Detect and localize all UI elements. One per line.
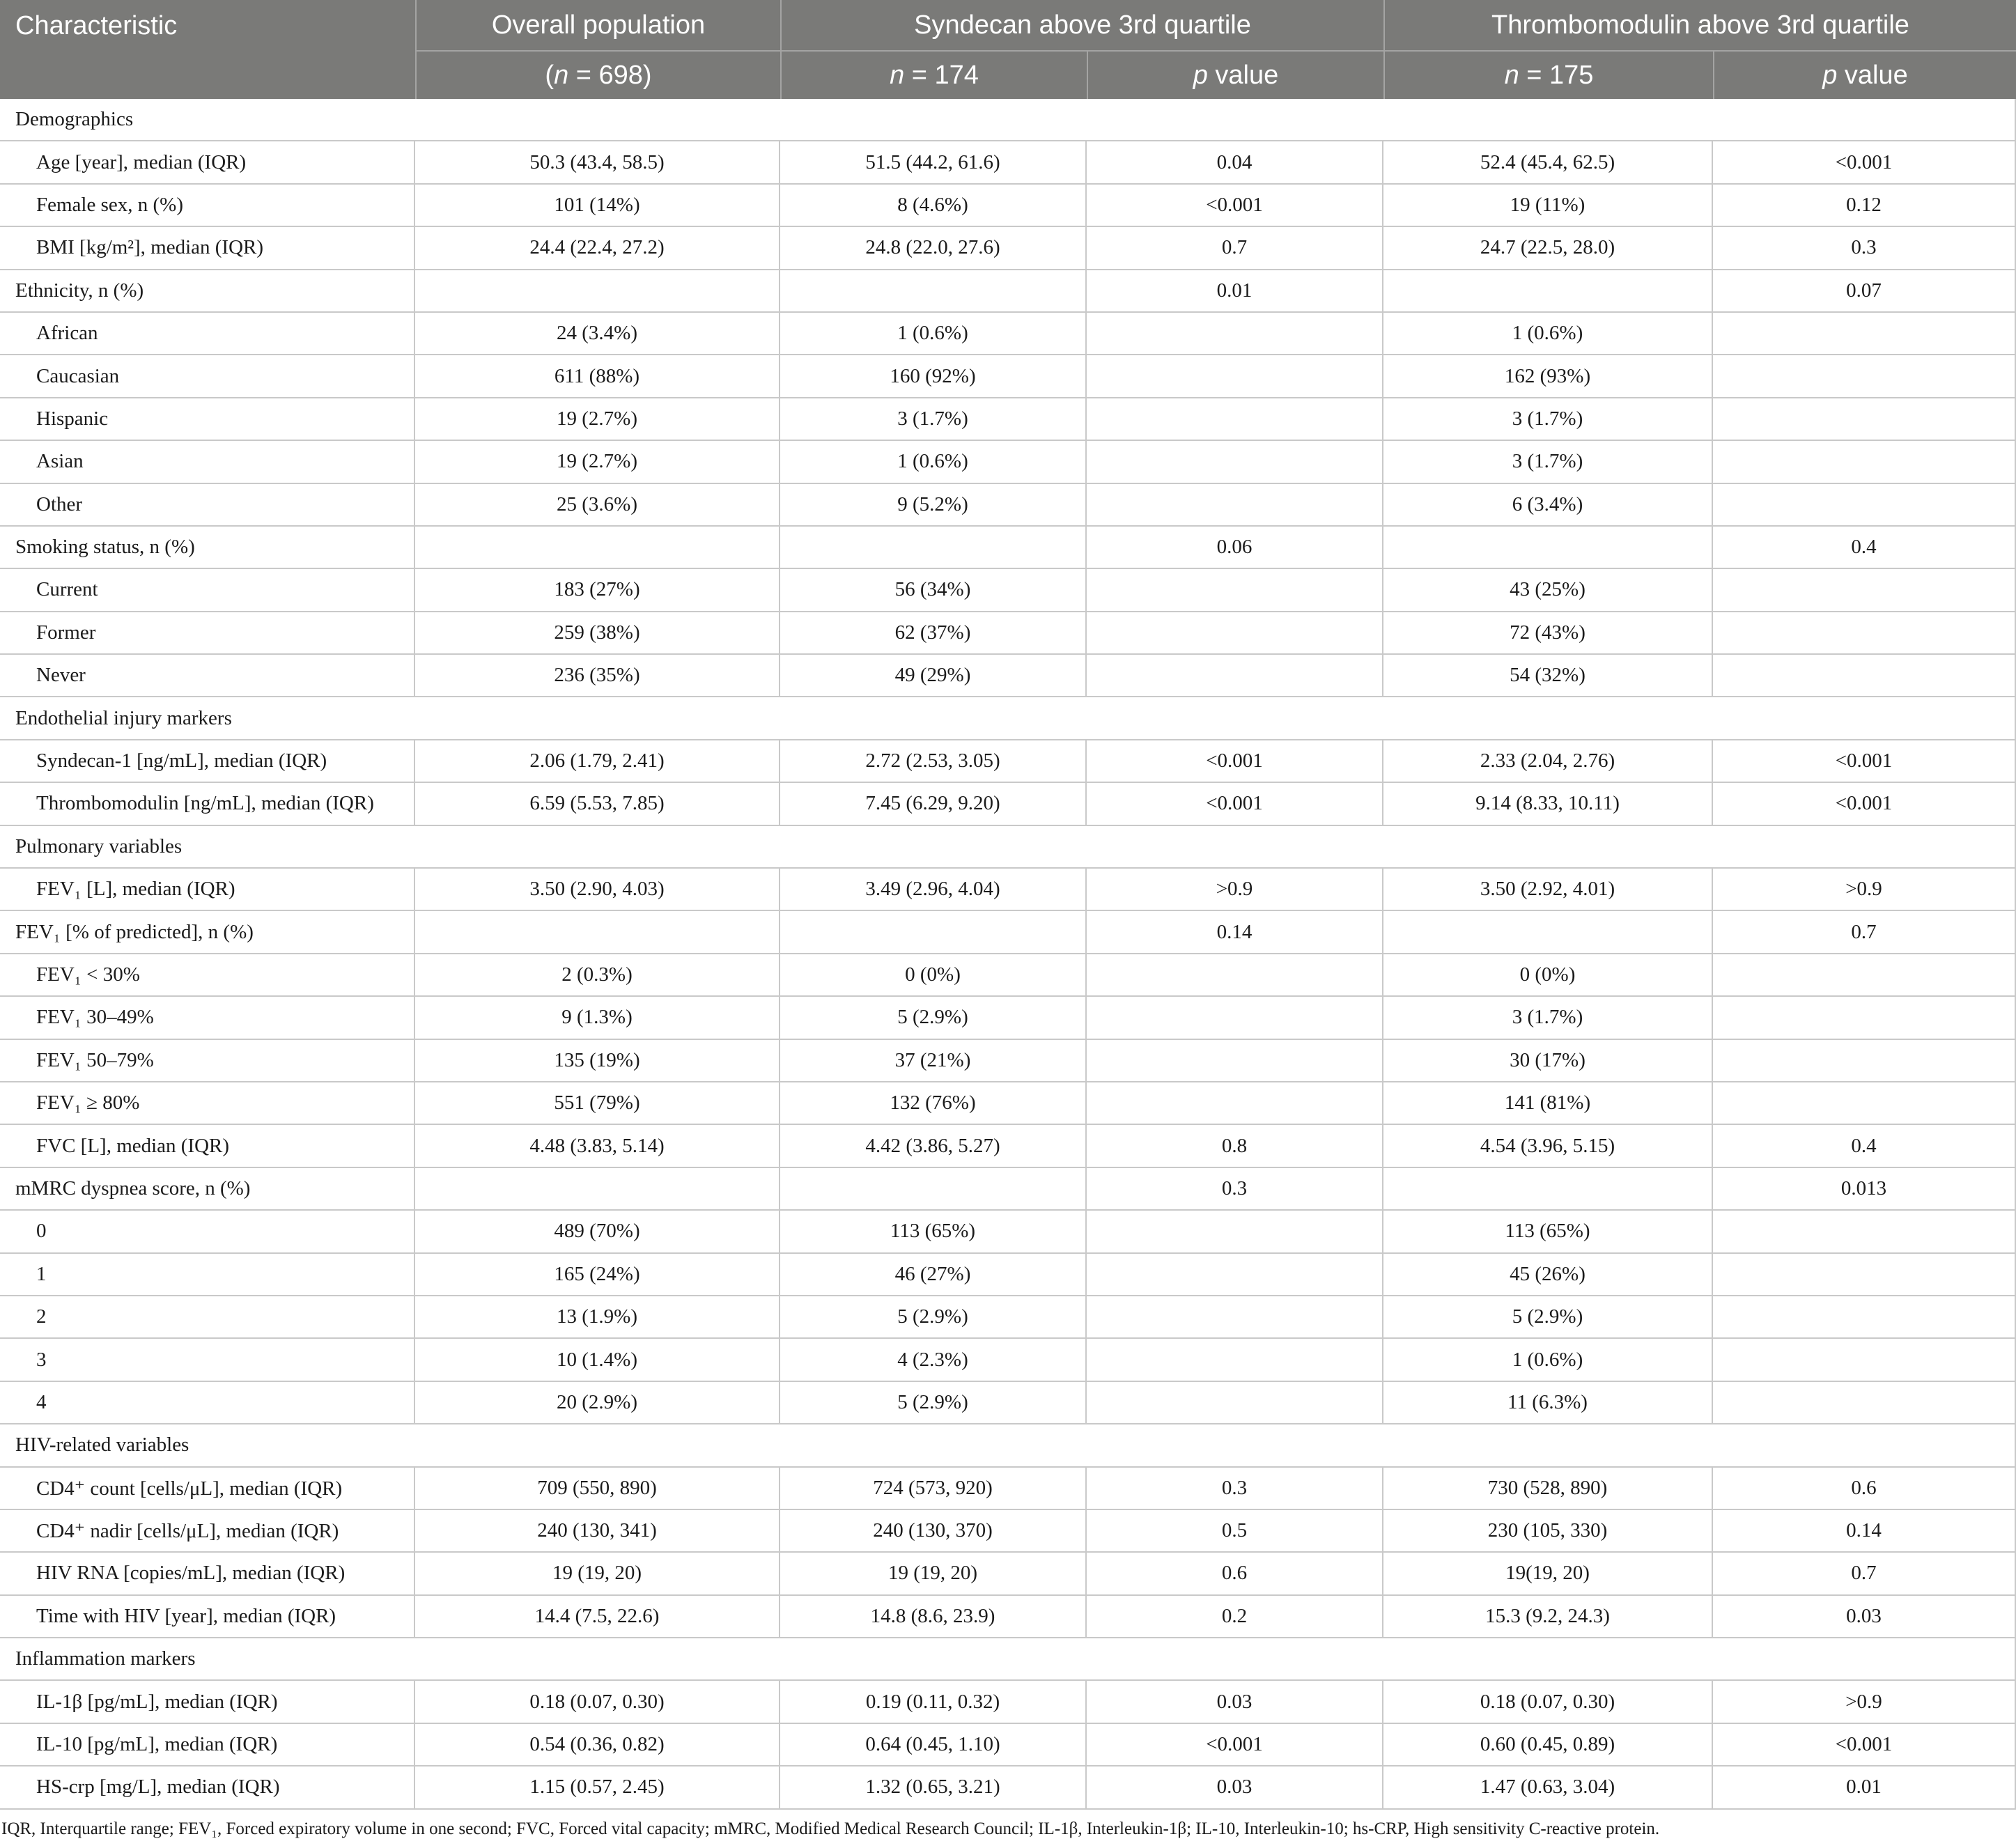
overall-cell: 101 (14%) (415, 185, 780, 226)
thrombomodulin-p-value-cell: 0.07 (1713, 270, 2016, 311)
thrombomodulin-p-value-cell (1713, 441, 2016, 482)
table-row (0, 1254, 2016, 1296)
thrombomodulin-value-cell: 15.3 (9.2, 24.3) (1383, 1596, 1713, 1637)
syndecan-value-cell: 51.5 (44.2, 61.6) (780, 141, 1087, 183)
table-row (0, 398, 2016, 441)
syndecan-p-value-cell (1087, 398, 1383, 440)
header-thrombomodulin-n (1383, 52, 1713, 99)
table-row (0, 1468, 2016, 1510)
section-row (0, 99, 2016, 141)
overall-cell: 14.4 (7.5, 22.6) (415, 1596, 780, 1637)
row-label: HS-crp [mg/L], median (IQR) (0, 1767, 415, 1808)
header-syndecan-n-symbol: n (890, 60, 905, 90)
table-row (0, 1296, 2016, 1339)
table-row (0, 869, 2016, 911)
thrombomodulin-value-cell: 3 (1.7%) (1383, 398, 1713, 440)
syndecan-value-cell: 19 (19, 20) (780, 1553, 1087, 1594)
syndecan-value-cell: 9 (5.2%) (780, 484, 1087, 525)
table-row (0, 355, 2016, 398)
syndecan-p-value-cell: 0.3 (1087, 1468, 1383, 1509)
header-overall-n-value: = 698) (568, 60, 652, 90)
syndecan-value-cell (780, 527, 1087, 568)
overall-cell: 240 (130, 341) (415, 1510, 780, 1551)
syndecan-p-value-cell: 0.7 (1087, 227, 1383, 268)
overall-cell: 19 (2.7%) (415, 441, 780, 482)
syndecan-value-cell: 3.49 (2.96, 4.04) (780, 869, 1087, 910)
overall-cell: 13 (1.9%) (415, 1296, 780, 1337)
row-label: FVC [L], median (IQR) (0, 1125, 415, 1166)
thrombomodulin-value-cell: 4.54 (3.96, 5.15) (1383, 1125, 1713, 1166)
overall-cell (415, 270, 780, 311)
row-label: FEV₁ [L], median (IQR) (0, 869, 415, 910)
thrombomodulin-p-value-cell (1713, 1382, 2016, 1423)
header-thrombomodulin-n-symbol: n (1504, 60, 1519, 90)
syndecan-p-value-cell: 0.5 (1087, 1510, 1383, 1551)
table-row (0, 484, 2016, 527)
thrombomodulin-p-value-cell (1713, 954, 2016, 995)
thrombomodulin-value-cell: 3 (1.7%) (1383, 997, 1713, 1038)
header-row-groups (0, 0, 2016, 52)
thrombomodulin-p-value-cell: 0.4 (1713, 1125, 2016, 1166)
section-row (0, 1638, 2016, 1681)
thrombomodulin-value-cell (1383, 911, 1713, 952)
syndecan-value-cell: 132 (76%) (780, 1082, 1087, 1124)
thrombomodulin-value-cell: 113 (65%) (1383, 1211, 1713, 1252)
table-row (0, 1125, 2016, 1167)
thrombomodulin-value-cell: 1 (0.6%) (1383, 1339, 1713, 1380)
row-label: HIV RNA [copies/mL], median (IQR) (0, 1553, 415, 1594)
section-label: Pulmonary variables (0, 826, 2016, 867)
syndecan-value-cell: 4 (2.3%) (780, 1339, 1087, 1380)
row-label: Time with HIV [year], median (IQR) (0, 1596, 415, 1637)
header-thrombomodulin-p-symbol: p (1822, 60, 1838, 90)
overall-cell: 551 (79%) (415, 1082, 780, 1124)
thrombomodulin-value-cell: 141 (81%) (1383, 1082, 1713, 1124)
table-row (0, 655, 2016, 697)
row-label: Current (0, 569, 415, 610)
thrombomodulin-p-value-cell (1713, 355, 2016, 396)
syndecan-value-cell: 2.72 (2.53, 3.05) (780, 740, 1087, 782)
syndecan-p-value-cell (1087, 1254, 1383, 1295)
syndecan-value-cell: 0.64 (0.45, 1.10) (780, 1724, 1087, 1765)
syndecan-value-cell: 24.8 (22.0, 27.6) (780, 227, 1087, 268)
syndecan-value-cell: 62 (37%) (780, 612, 1087, 653)
overall-cell: 19 (19, 20) (415, 1553, 780, 1594)
syndecan-p-value-cell: <0.001 (1087, 185, 1383, 226)
header-overall-n-symbol: n (554, 60, 569, 90)
overall-cell: 24 (3.4%) (415, 313, 780, 354)
syndecan-value-cell: 1.32 (0.65, 3.21) (780, 1767, 1087, 1808)
thrombomodulin-p-value-cell (1713, 1082, 2016, 1124)
syndecan-p-value-cell (1087, 1211, 1383, 1252)
syndecan-p-value-cell: <0.001 (1087, 1724, 1383, 1765)
syndecan-p-value-cell (1087, 441, 1383, 482)
syndecan-value-cell: 5 (2.9%) (780, 997, 1087, 1038)
row-label: Smoking status, n (%) (0, 527, 415, 568)
thrombomodulin-value-cell: 9.14 (8.33, 10.11) (1383, 783, 1713, 824)
section-label: Inflammation markers (0, 1638, 2016, 1679)
thrombomodulin-p-value-cell (1713, 997, 2016, 1038)
overall-cell: 489 (70%) (415, 1211, 780, 1252)
syndecan-p-value-cell: <0.001 (1087, 740, 1383, 782)
syndecan-p-value-cell (1087, 484, 1383, 525)
overall-cell: 3.50 (2.90, 4.03) (415, 869, 780, 910)
thrombomodulin-p-value-cell: 0.3 (1713, 227, 2016, 268)
table-row (0, 1724, 2016, 1767)
thrombomodulin-p-value-cell: 0.7 (1713, 1553, 2016, 1594)
header-thrombomodulin-n-value: = 175 (1519, 60, 1594, 90)
thrombomodulin-p-value-cell: 0.01 (1713, 1767, 2016, 1808)
header-syndecan-p-symbol: p (1193, 60, 1208, 90)
table-row (0, 1382, 2016, 1424)
syndecan-value-cell (780, 270, 1087, 311)
overall-cell: 259 (38%) (415, 612, 780, 653)
syndecan-value-cell: 7.45 (6.29, 9.20) (780, 783, 1087, 824)
table-row (0, 1510, 2016, 1553)
table-row (0, 141, 2016, 184)
table-row (0, 1339, 2016, 1381)
thrombomodulin-p-value-cell (1713, 1040, 2016, 1081)
table-row (0, 612, 2016, 655)
thrombomodulin-p-value-cell (1713, 569, 2016, 610)
row-label: Caucasian (0, 355, 415, 396)
thrombomodulin-p-value-cell: <0.001 (1713, 740, 2016, 782)
header-syndecan-p-value (1087, 52, 1383, 99)
header-syndecan-p-text: value (1207, 60, 1279, 90)
thrombomodulin-value-cell: 1 (0.6%) (1383, 313, 1713, 354)
table-row (0, 1040, 2016, 1082)
overall-cell: 20 (2.9%) (415, 1382, 780, 1423)
thrombomodulin-value-cell: 19(19, 20) (1383, 1553, 1713, 1594)
table-row (0, 227, 2016, 270)
syndecan-p-value-cell: 0.06 (1087, 527, 1383, 568)
syndecan-value-cell: 0 (0%) (780, 954, 1087, 995)
header-syndecan-group: Syndecan above 3rd quartile (780, 0, 1383, 52)
table-row (0, 185, 2016, 227)
thrombomodulin-value-cell: 52.4 (45.4, 62.5) (1383, 141, 1713, 183)
row-label: FEV₁ [% of predicted], n (%) (0, 911, 415, 952)
table-row (0, 911, 2016, 954)
syndecan-value-cell: 5 (2.9%) (780, 1296, 1087, 1337)
header-characteristic: Characteristic (15, 10, 178, 40)
thrombomodulin-value-cell: 43 (25%) (1383, 569, 1713, 610)
syndecan-p-value-cell: 0.3 (1087, 1168, 1383, 1209)
row-label: Hispanic (0, 398, 415, 440)
syndecan-p-value-cell: 0.2 (1087, 1596, 1383, 1637)
syndecan-value-cell (780, 1168, 1087, 1209)
row-label: BMI [kg/m²], median (IQR) (0, 227, 415, 268)
row-label: FEV₁ < 30% (0, 954, 415, 995)
header-row-counts (0, 52, 2016, 99)
overall-cell: 4.48 (3.83, 5.14) (415, 1125, 780, 1166)
overall-cell (415, 1168, 780, 1209)
syndecan-value-cell: 8 (4.6%) (780, 185, 1087, 226)
row-label: 2 (0, 1296, 415, 1337)
syndecan-p-value-cell: 0.14 (1087, 911, 1383, 952)
table-row (0, 997, 2016, 1039)
thrombomodulin-value-cell (1383, 270, 1713, 311)
table-row (0, 1596, 2016, 1638)
table-row (0, 783, 2016, 825)
section-label: Endothelial injury markers (0, 697, 2016, 738)
overall-cell: 183 (27%) (415, 569, 780, 610)
overall-cell: 10 (1.4%) (415, 1339, 780, 1380)
header-overall-n (415, 52, 780, 99)
syndecan-p-value-cell (1087, 655, 1383, 696)
thrombomodulin-p-value-cell (1713, 1254, 2016, 1295)
syndecan-p-value-cell (1087, 954, 1383, 995)
syndecan-value-cell: 49 (29%) (780, 655, 1087, 696)
thrombomodulin-value-cell: 162 (93%) (1383, 355, 1713, 396)
table-body (0, 99, 2016, 1810)
syndecan-value-cell: 113 (65%) (780, 1211, 1087, 1252)
syndecan-p-value-cell: 0.03 (1087, 1681, 1383, 1722)
thrombomodulin-p-value-cell: 0.013 (1713, 1168, 2016, 1209)
syndecan-p-value-cell (1087, 1082, 1383, 1124)
syndecan-p-value-cell (1087, 1339, 1383, 1380)
syndecan-p-value-cell: 0.6 (1087, 1553, 1383, 1594)
header-overall-n-open: ( (545, 60, 555, 90)
thrombomodulin-value-cell (1383, 527, 1713, 568)
table-row (0, 527, 2016, 569)
syndecan-p-value-cell (1087, 1296, 1383, 1337)
syndecan-value-cell: 1 (0.6%) (780, 441, 1087, 482)
thrombomodulin-p-value-cell (1713, 1296, 2016, 1337)
section-label: HIV-related variables (0, 1424, 2016, 1466)
row-label: Age [year], median (IQR) (0, 141, 415, 183)
syndecan-value-cell: 14.8 (8.6, 23.9) (780, 1596, 1087, 1637)
overall-cell: 709 (550, 890) (415, 1468, 780, 1509)
header-thrombomodulin-p-text: value (1837, 60, 1908, 90)
thrombomodulin-value-cell: 11 (6.3%) (1383, 1382, 1713, 1423)
syndecan-p-value-cell (1087, 1040, 1383, 1081)
syndecan-p-value-cell (1087, 569, 1383, 610)
table-row (0, 1082, 2016, 1125)
syndecan-value-cell (780, 911, 1087, 952)
row-label: Syndecan-1 [ng/mL], median (IQR) (0, 740, 415, 782)
header-syndecan-n-value: = 174 (904, 60, 979, 90)
thrombomodulin-value-cell: 19 (11%) (1383, 185, 1713, 226)
thrombomodulin-p-value-cell: <0.001 (1713, 783, 2016, 824)
table-row (0, 569, 2016, 612)
syndecan-value-cell: 1 (0.6%) (780, 313, 1087, 354)
thrombomodulin-value-cell: 2.33 (2.04, 2.76) (1383, 740, 1713, 782)
thrombomodulin-value-cell: 1.47 (0.63, 3.04) (1383, 1767, 1713, 1808)
syndecan-p-value-cell: 0.03 (1087, 1767, 1383, 1808)
row-label: FEV₁ ≥ 80% (0, 1082, 415, 1124)
row-label: Thrombomodulin [ng/mL], median (IQR) (0, 783, 415, 824)
thrombomodulin-value-cell: 45 (26%) (1383, 1254, 1713, 1295)
table-row (0, 1681, 2016, 1723)
syndecan-value-cell: 160 (92%) (780, 355, 1087, 396)
row-label: Other (0, 484, 415, 525)
row-label: Ethnicity, n (%) (0, 270, 415, 311)
syndecan-p-value-cell (1087, 1382, 1383, 1423)
syndecan-value-cell: 46 (27%) (780, 1254, 1087, 1295)
thrombomodulin-p-value-cell (1713, 1211, 2016, 1252)
syndecan-p-value-cell (1087, 355, 1383, 396)
syndecan-value-cell: 4.42 (3.86, 5.27) (780, 1125, 1087, 1166)
syndecan-value-cell: 5 (2.9%) (780, 1382, 1087, 1423)
row-label: 4 (0, 1382, 415, 1423)
syndecan-p-value-cell: 0.04 (1087, 141, 1383, 183)
table-row (0, 1168, 2016, 1211)
overall-cell: 6.59 (5.53, 7.85) (415, 783, 780, 824)
thrombomodulin-value-cell (1383, 1168, 1713, 1209)
row-label: IL-10 [pg/mL], median (IQR) (0, 1724, 415, 1765)
syndecan-p-value-cell (1087, 313, 1383, 354)
header-empty-cell (0, 52, 415, 99)
overall-cell: 2 (0.3%) (415, 954, 780, 995)
table-footnote: IQR, Interquartile range; FEV₁, Forced expiratory volume in one second; FVC, Forced vital capacity; mMRC, Modified Medical Research Council; IL-1β, Interleukin-1β; IL-10, Interleukin-10; hs-CRP, High sensitivity C-reactive protein. (1, 1819, 1660, 1838)
header-thrombomodulin-group: Thrombomodulin above 3rd quartile (1383, 0, 2016, 52)
row-label: 0 (0, 1211, 415, 1252)
table-row (0, 1211, 2016, 1253)
table-row (0, 313, 2016, 355)
thrombomodulin-p-value-cell: 0.12 (1713, 185, 2016, 226)
row-label: CD4⁺ nadir [cells/μL], median (IQR) (0, 1510, 415, 1551)
row-label: FEV₁ 50–79% (0, 1040, 415, 1081)
overall-cell: 0.18 (0.07, 0.30) (415, 1681, 780, 1722)
row-label: 3 (0, 1339, 415, 1380)
syndecan-p-value-cell: <0.001 (1087, 783, 1383, 824)
overall-cell: 24.4 (22.4, 27.2) (415, 227, 780, 268)
header-overall-population: Overall population (415, 0, 780, 52)
section-label: Demographics (0, 99, 2016, 140)
table-row (0, 1767, 2016, 1809)
row-label: CD4⁺ count [cells/μL], median (IQR) (0, 1468, 415, 1509)
thrombomodulin-p-value-cell: <0.001 (1713, 1724, 2016, 1765)
table-row (0, 1553, 2016, 1595)
syndecan-value-cell: 37 (21%) (780, 1040, 1087, 1081)
row-label: Former (0, 612, 415, 653)
row-label: Never (0, 655, 415, 696)
syndecan-value-cell: 240 (130, 370) (780, 1510, 1087, 1551)
thrombomodulin-p-value-cell: >0.9 (1713, 869, 2016, 910)
row-label: FEV₁ 30–49% (0, 997, 415, 1038)
overall-cell: 19 (2.7%) (415, 398, 780, 440)
syndecan-value-cell: 0.19 (0.11, 0.32) (780, 1681, 1087, 1722)
thrombomodulin-value-cell: 230 (105, 330) (1383, 1510, 1713, 1551)
overall-cell: 25 (3.6%) (415, 484, 780, 525)
thrombomodulin-p-value-cell (1713, 398, 2016, 440)
overall-cell (415, 527, 780, 568)
syndecan-p-value-cell (1087, 997, 1383, 1038)
thrombomodulin-p-value-cell: 0.4 (1713, 527, 2016, 568)
syndecan-value-cell: 56 (34%) (780, 569, 1087, 610)
row-label: African (0, 313, 415, 354)
thrombomodulin-value-cell: 3 (1.7%) (1383, 441, 1713, 482)
thrombomodulin-value-cell: 30 (17%) (1383, 1040, 1713, 1081)
overall-cell: 50.3 (43.4, 58.5) (415, 141, 780, 183)
row-label: Female sex, n (%) (0, 185, 415, 226)
thrombomodulin-p-value-cell: 0.6 (1713, 1468, 2016, 1509)
thrombomodulin-value-cell: 730 (528, 890) (1383, 1468, 1713, 1509)
overall-cell: 611 (88%) (415, 355, 780, 396)
syndecan-p-value-cell: >0.9 (1087, 869, 1383, 910)
syndecan-p-value-cell (1087, 612, 1383, 653)
table-row (0, 740, 2016, 783)
table-row (0, 954, 2016, 997)
thrombomodulin-p-value-cell (1713, 313, 2016, 354)
thrombomodulin-p-value-cell (1713, 612, 2016, 653)
header-syndecan-n (780, 52, 1087, 99)
section-row (0, 697, 2016, 740)
overall-cell: 9 (1.3%) (415, 997, 780, 1038)
row-label: 1 (0, 1254, 415, 1295)
thrombomodulin-p-value-cell (1713, 1339, 2016, 1380)
table-row (0, 441, 2016, 483)
thrombomodulin-value-cell: 3.50 (2.92, 4.01) (1383, 869, 1713, 910)
overall-cell: 165 (24%) (415, 1254, 780, 1295)
table-row (0, 270, 2016, 313)
thrombomodulin-p-value-cell (1713, 655, 2016, 696)
overall-cell: 1.15 (0.57, 2.45) (415, 1767, 780, 1808)
overall-cell: 0.54 (0.36, 0.82) (415, 1724, 780, 1765)
syndecan-p-value-cell: 0.8 (1087, 1125, 1383, 1166)
overall-cell: 236 (35%) (415, 655, 780, 696)
thrombomodulin-value-cell: 0.60 (0.45, 0.89) (1383, 1724, 1713, 1765)
syndecan-value-cell: 3 (1.7%) (780, 398, 1087, 440)
row-label: IL-1β [pg/mL], median (IQR) (0, 1681, 415, 1722)
thrombomodulin-value-cell: 54 (32%) (1383, 655, 1713, 696)
thrombomodulin-p-value-cell: <0.001 (1713, 141, 2016, 183)
row-label: Asian (0, 441, 415, 482)
thrombomodulin-value-cell: 6 (3.4%) (1383, 484, 1713, 525)
thrombomodulin-value-cell: 24.7 (22.5, 28.0) (1383, 227, 1713, 268)
section-row (0, 1424, 2016, 1467)
thrombomodulin-p-value-cell: 0.14 (1713, 1510, 2016, 1551)
thrombomodulin-value-cell: 0 (0%) (1383, 954, 1713, 995)
section-row (0, 826, 2016, 869)
overall-cell: 135 (19%) (415, 1040, 780, 1081)
thrombomodulin-p-value-cell: 0.03 (1713, 1596, 2016, 1637)
header-thrombomodulin-p-value (1713, 52, 2016, 99)
row-label: mMRC dyspnea score, n (%) (0, 1168, 415, 1209)
syndecan-value-cell: 724 (573, 920) (780, 1468, 1087, 1509)
thrombomodulin-value-cell: 0.18 (0.07, 0.30) (1383, 1681, 1713, 1722)
overall-cell (415, 911, 780, 952)
thrombomodulin-value-cell: 72 (43%) (1383, 612, 1713, 653)
syndecan-p-value-cell: 0.01 (1087, 270, 1383, 311)
thrombomodulin-p-value-cell: 0.7 (1713, 911, 2016, 952)
thrombomodulin-p-value-cell: >0.9 (1713, 1681, 2016, 1722)
thrombomodulin-p-value-cell (1713, 484, 2016, 525)
thrombomodulin-value-cell: 5 (2.9%) (1383, 1296, 1713, 1337)
overall-cell: 2.06 (1.79, 2.41) (415, 740, 780, 782)
